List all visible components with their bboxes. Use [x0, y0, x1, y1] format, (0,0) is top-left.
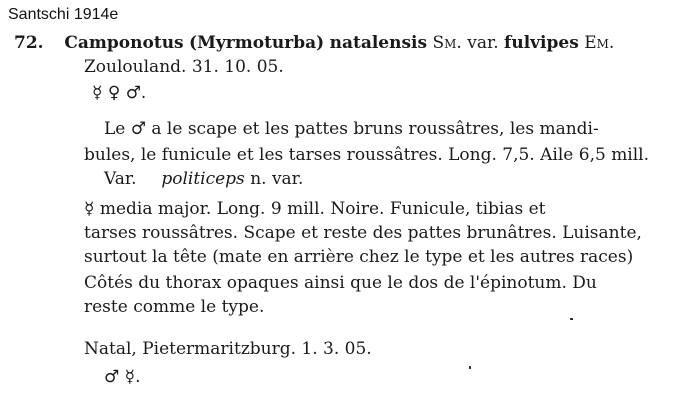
locality-1: Zoulouland. 31. 10. 05.: [84, 57, 284, 77]
variety-2-suffix: n. var.: [250, 169, 304, 189]
description-line: bules, le funicule et les tarses roussâtres. Long. 7,5. Aile 6,5 mill.: [84, 145, 650, 165]
genus: Camponotus: [64, 33, 184, 53]
locality-2: Natal, Pietermaritzburg. 1. 3. 05.: [84, 339, 372, 359]
species: natalensis: [329, 33, 428, 53]
entry-number: 72.: [14, 33, 44, 53]
subgenus: (Myrmoturba): [189, 33, 325, 53]
description-line: surtout la tête (mate en arrière chez le type et les autres races): [84, 247, 634, 267]
author-1: Sm.: [432, 33, 462, 53]
description-line: Côtés du thorax opaques ainsi que le dos de l'épinotum. Du: [84, 273, 597, 293]
entry-heading: [14, 32, 614, 54]
author-2: Em.: [584, 33, 615, 53]
variety-name: fulvipes: [504, 33, 579, 53]
var-label: Var.: [104, 169, 137, 189]
variety-line: [104, 168, 303, 190]
description-line: ☿ media major. Long. 9 mill. Noire. Funicule, tibias et: [84, 199, 546, 219]
var-word: var.: [467, 33, 499, 53]
print-speck: [570, 318, 573, 320]
description-line: reste comme le type.: [84, 297, 265, 317]
description-line: tarses roussâtres. Scape et reste des pattes brunâtres. Luisante,: [84, 223, 642, 243]
caste-symbols-1: ☿ ♀ ♂.: [92, 83, 147, 103]
source-tag: Santschi 1914e: [8, 6, 119, 23]
description-line: Le ♂ a le scape et les pattes bruns roussâtres, les mandi-: [104, 119, 599, 139]
variety-2-name: politiceps: [161, 169, 245, 189]
caste-symbols-2: ♂ ☿.: [104, 367, 141, 387]
print-speck: [469, 366, 471, 369]
